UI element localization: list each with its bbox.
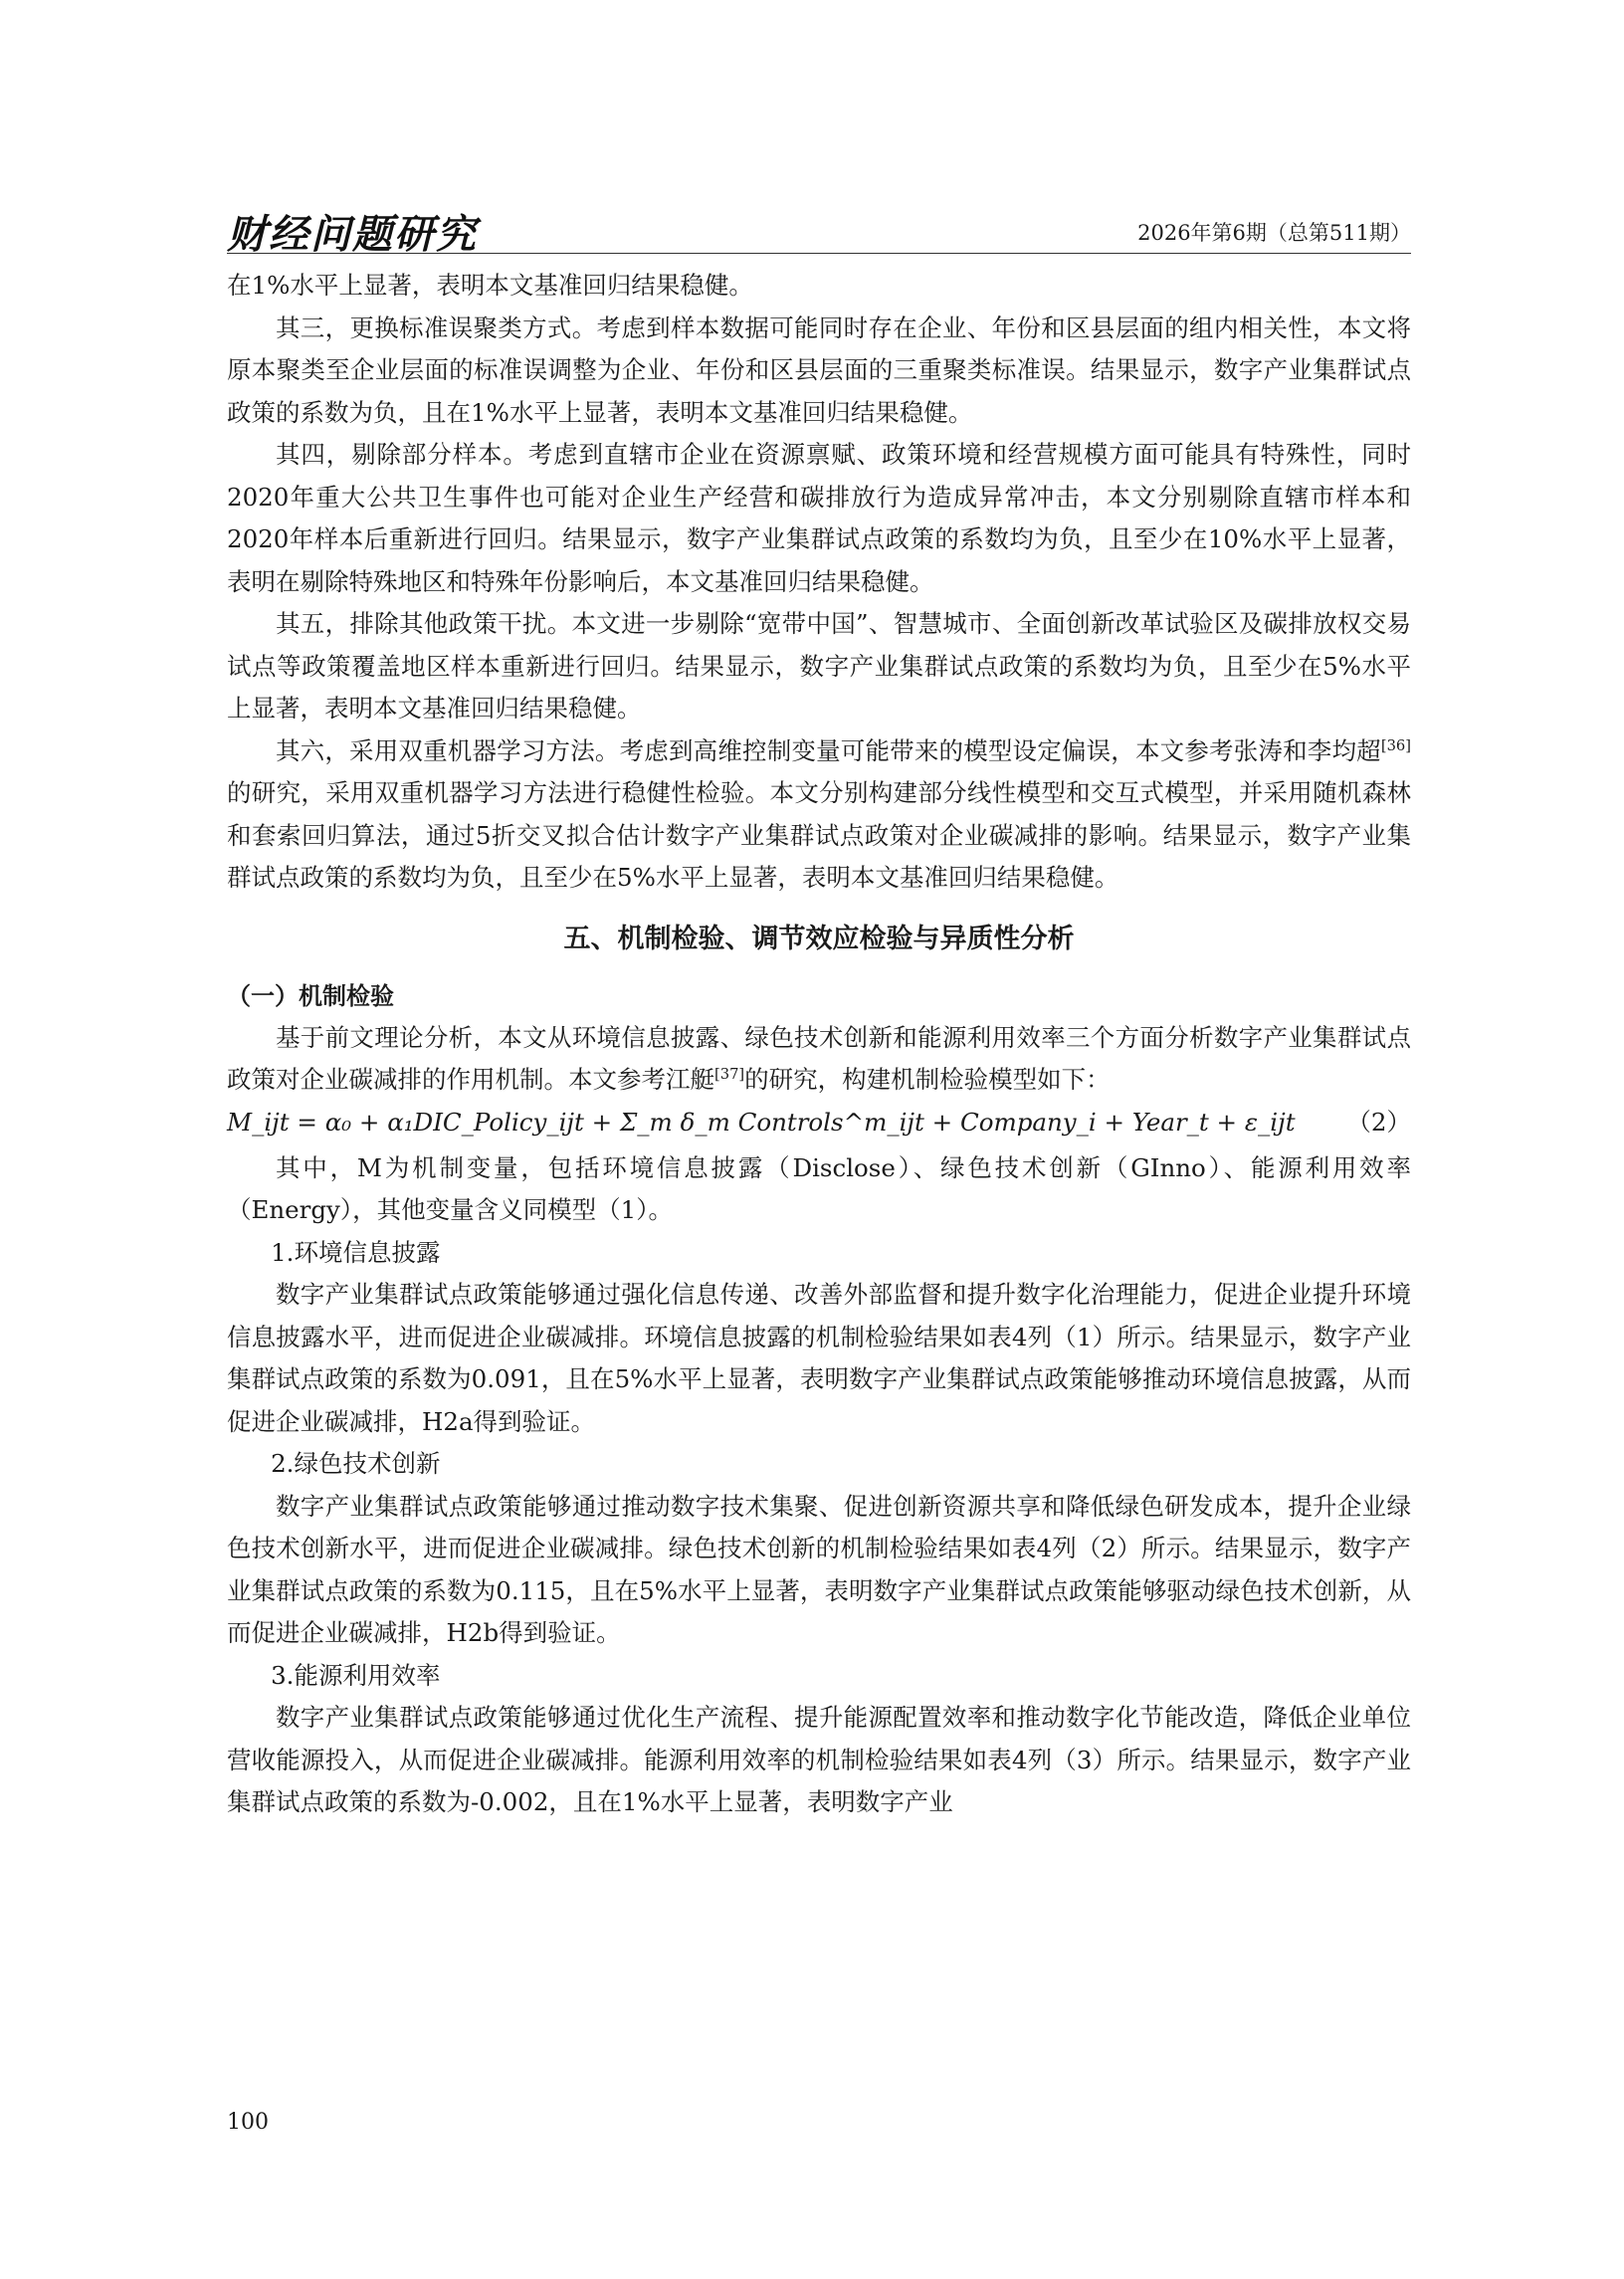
paragraph [227,730,1411,900]
paragraph-text: 基于前文理论分析，本文从环境信息披露、绿色技术创新和能源利用效率三个方面分析数字产业集群试点政策对企业碳减排的作用机制。本文参考江艇 [227,1022,1411,1094]
sub-subsection-heading: 1.环境信息披露 [271,1237,441,1267]
paragraph: 数字产业集群试点政策能够通过推动数字技术集聚、促进创新资源共享和降低绿色研发成本，提升企业绿色技术创新水平，进而促进企业碳减排。绿色技术创新的机制检验结果如表4列（2）所示。结果显示，数字产业集群试点政策的系数为0.115，且在5%水平上显著，表明数字产业集群试点政策能够驱动绿色技术创新，从而促进企业碳减排，H2b得到验证。 [227,1491,1411,1647]
equation-number: （2） [1346,1107,1411,1137]
paragraph-text: 其六，采用双重机器学习方法。考虑到高维控制变量可能带来的模型设定偏误，本文参考张涛和李均超 [276,735,1381,765]
paragraph-text: 的研究，采用双重机器学习方法进行稳健性检验。本文分别构建部分线性模型和交互式模型，并采用随机森林和套索回归算法，通过5折交叉拟合估计数字产业集群试点政策对企业碳减排的影响。结果显示，数字产业集群试点政策的系数均为负，且至少在5%水平上显著，表明本文基准回归结果稳健。 [227,778,1411,892]
section-heading: 五、机制检验、调节效应检验与异质性分析 [563,923,1075,954]
paragraph: 数字产业集群试点政策能够通过优化生产流程、提升能源配置效率和推动数字化节能改造，降低企业单位营收能源投入，从而促进企业碳减排。能源利用效率的机制检验结果如表4列（3）所示。结果显示，数字产业集群试点政策的系数为-0.002，且在1%水平上显著，表明数字产业 [227,1703,1411,1816]
equation-formula: M_ijt = α₀ + α₁DIC_Policy_ijt + Σ_m δ_m Controls^m_ijt + Company_i + Year_t + ε_ijt [227,1107,1296,1137]
running-header [227,203,1411,258]
paragraph: 其三，更换标准误聚类方式。考虑到样本数据可能同时存在企业、年份和区县层面的组内相关性，本文将原本聚类至企业层面的标准误调整为企业、年份和区县层面的三重聚类标准误。结果显示，数字产业集群试点政策的系数为负，且在1%水平上显著，表明本文基准回归结果稳健。 [227,312,1411,427]
page-number: 100 [227,2110,269,2135]
paragraph: 其五，排除其他政策干扰。本文进一步剔除“宽带中国”、智慧城市、全面创新改革试验区及碳排放权交易试点等政策覆盖地区样本重新进行回归。结果显示，数字产业集群试点政策的系数均为负，且至少在5%水平上显著，表明本文基准回归结果稳健。 [227,609,1411,723]
paragraph [227,1017,1411,1102]
paragraph: 在1%水平上显著，表明本文基准回归结果稳健。 [227,271,753,300]
citation-ref: [37] [714,1065,745,1083]
subsection-heading: （一）机制检验 [227,981,394,1010]
sub-subsection-heading: 2.绿色技术创新 [271,1449,441,1478]
article-body [227,265,1411,1824]
paragraph-text: 的研究，构建机制检验模型如下： [744,1065,1111,1094]
journal-logo: 财经问题研究 [227,211,478,258]
citation-ref: [36] [1380,736,1411,754]
paragraph: 数字产业集群试点政策能够通过强化信息传递、改善外部监督和提升数字化治理能力，促进企业提升环境信息披露水平，进而促进企业碳减排。环境信息披露的机制检验结果如表4列（1）所示。结果显示，数字产业集群试点政策的系数为0.091，且在5%水平上显著，表明数字产业集群试点政策能够推动环境信息披露，从而促进企业碳减排，H2a得到验证。 [227,1280,1411,1436]
issue-info: 2026年第6期（总第511期） [1137,221,1411,245]
sub-subsection-heading: 3.能源利用效率 [271,1660,441,1690]
paragraph: 其四，剔除部分样本。考虑到直辖市企业在资源禀赋、政策环境和经营规模方面可能具有特殊性，同时2020年重大公共卫生事件也可能对企业生产经营和碳排放行为造成异常冲击，本文分别剔除直辖市样本和2020年样本后重新进行回归。结果显示，数字产业集群试点政策的系数均为负，且至少在10%水平上显著，表明在剔除特殊地区和特殊年份影响后，本文基准回归结果稳健。 [227,440,1411,596]
paragraph: 其中，M为机制变量，包括环境信息披露（Disclose）、绿色技术创新（GInno）、能源利用效率（Energy），其他变量含义同模型（1）。 [227,1152,1411,1224]
equation [227,1102,1411,1147]
